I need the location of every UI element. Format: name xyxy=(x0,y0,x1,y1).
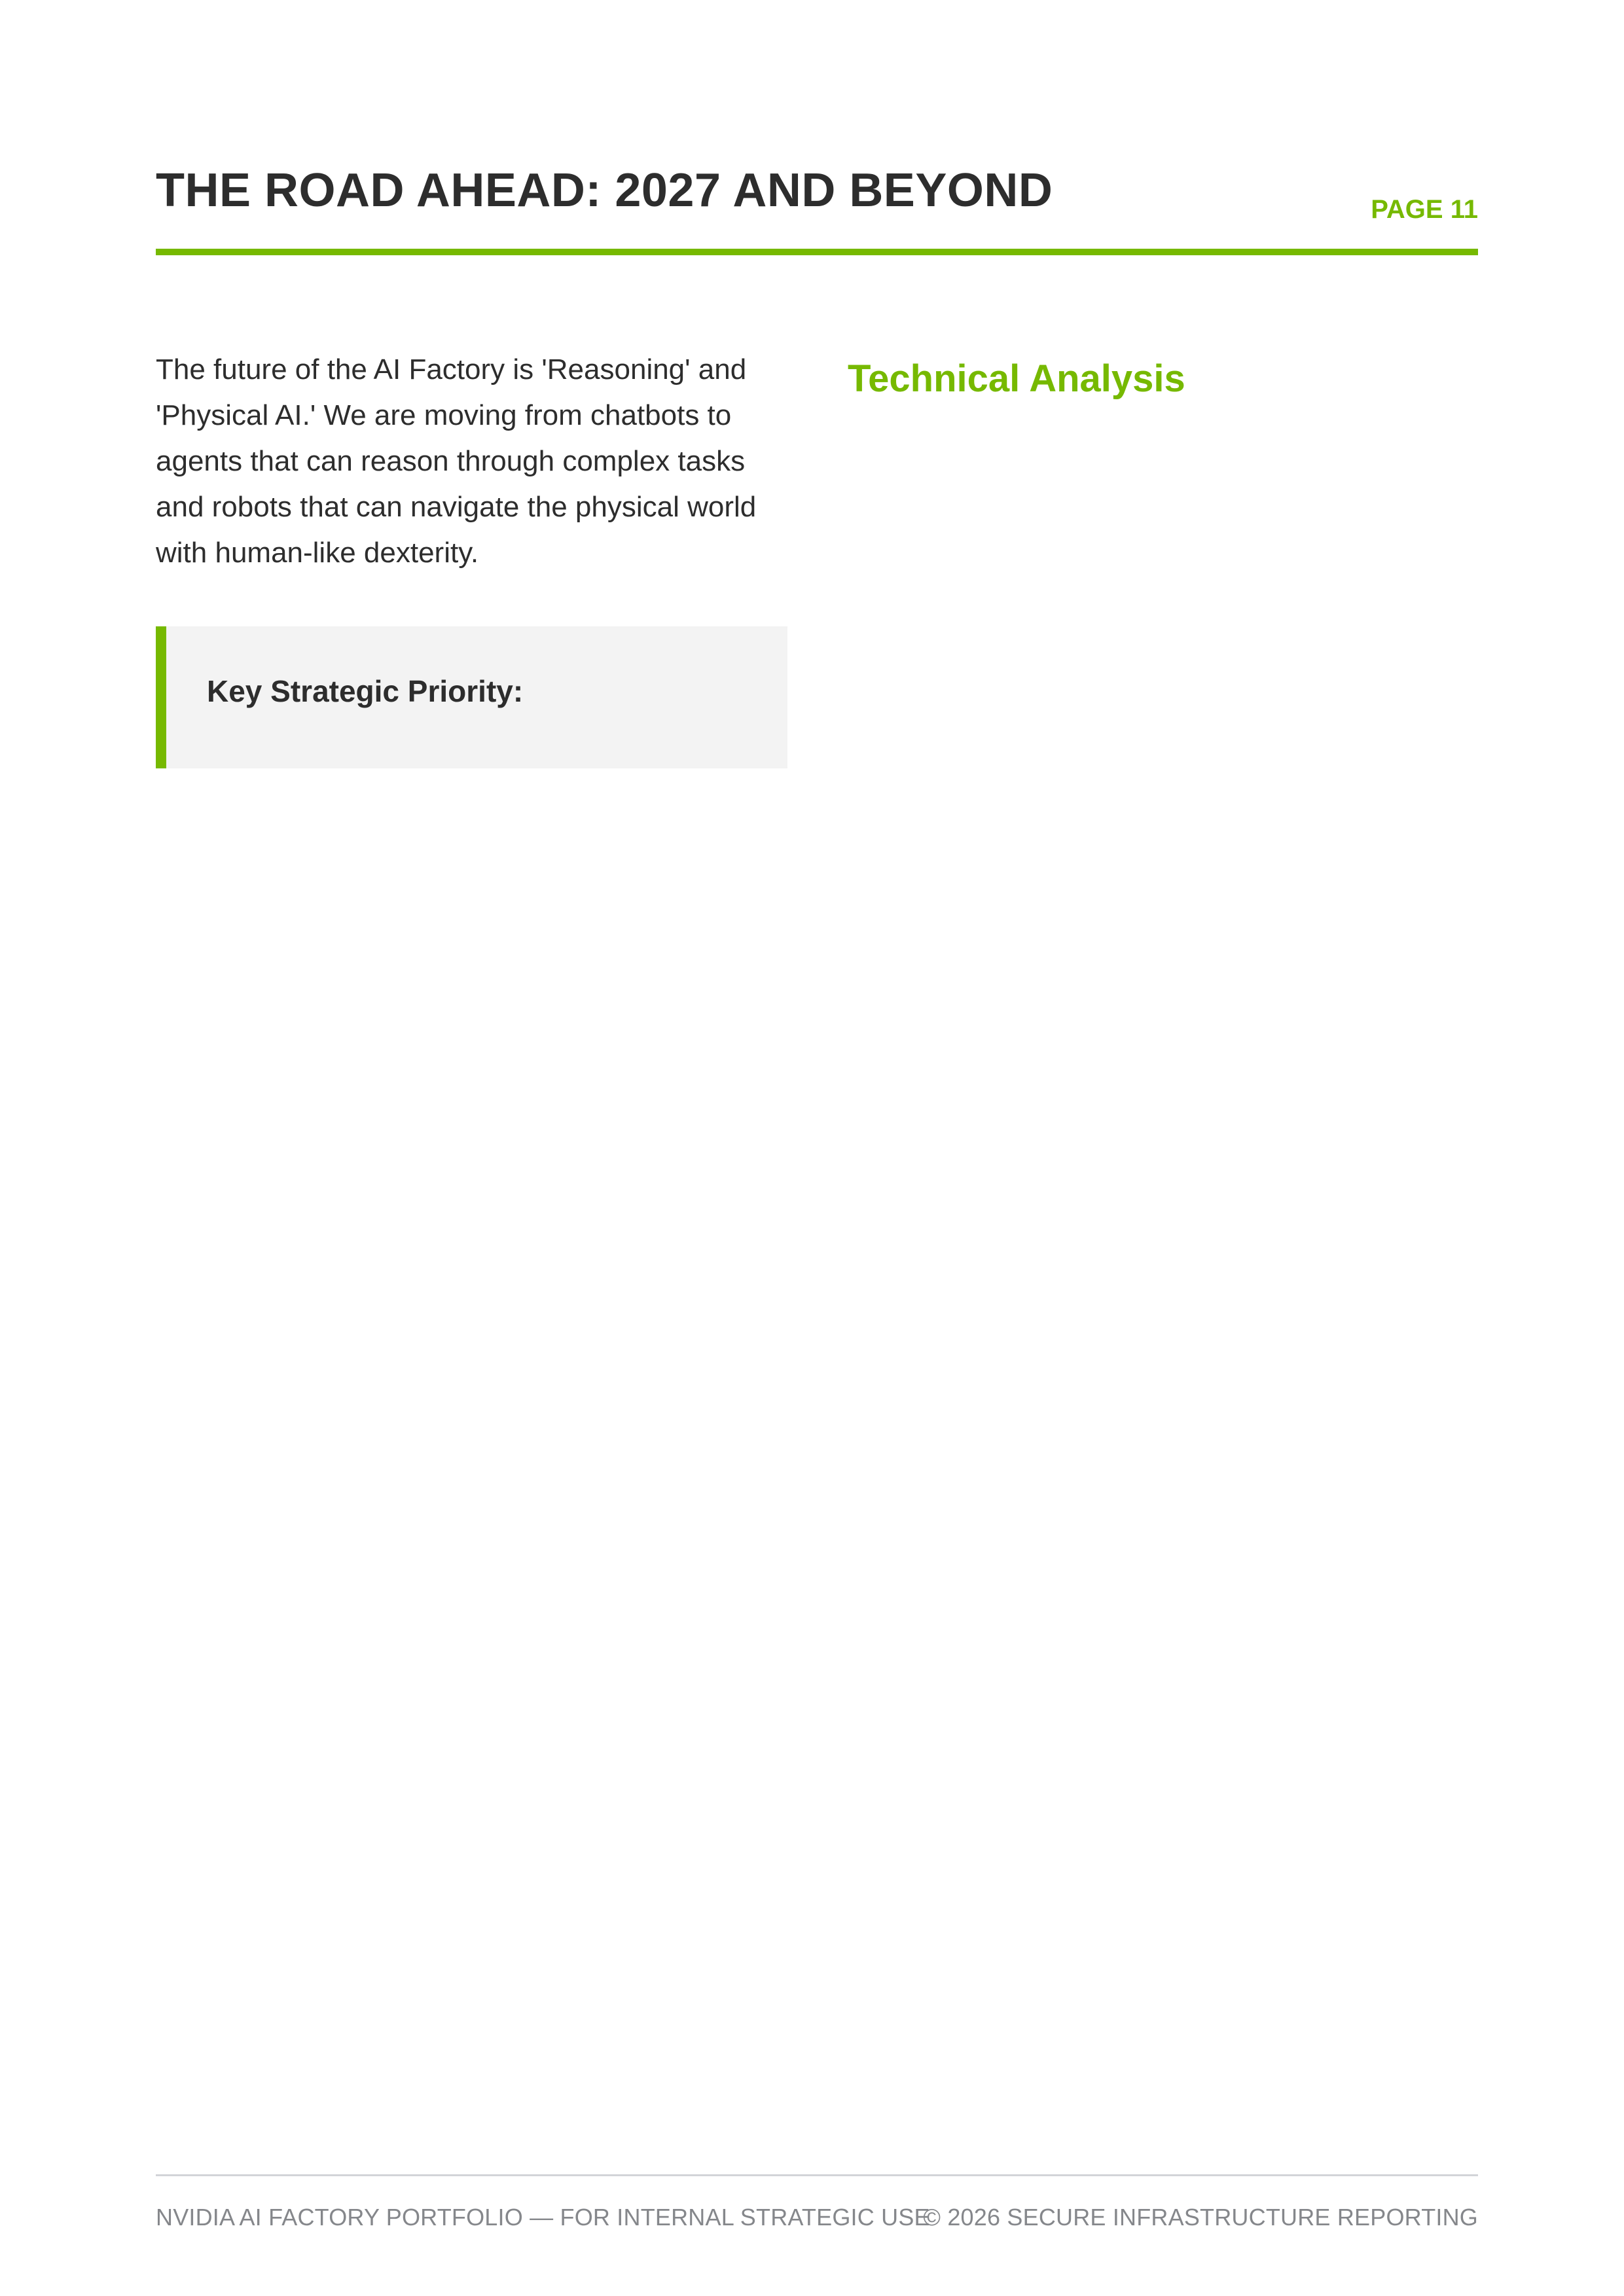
strategic-priority-callout xyxy=(156,626,787,768)
right-column xyxy=(848,357,1478,401)
callout-title: Key Strategic Priority: xyxy=(207,674,524,708)
page-title: THE ROAD AHEAD: 2027 AND BEYOND xyxy=(156,164,1053,217)
page-number: PAGE 11 xyxy=(1371,195,1478,224)
page-footer xyxy=(156,2174,1478,2235)
left-column xyxy=(156,347,787,708)
intro-paragraph: The future of the AI Factory is 'Reasoning' and 'Physical AI.' We are moving from chatbots to agents that can reason through complex tasks and robots that can navigate the physical world with human-like dexterity. xyxy=(156,353,757,569)
technical-analysis-heading: Technical Analysis xyxy=(848,357,1185,400)
footer-copyright-text: © 2026 SECURE INFRASTRUCTURE REPORTING xyxy=(923,2204,1478,2231)
footer-portfolio-text: NVIDIA AI FACTORY PORTFOLIO — FOR INTERNAL STRATEGIC USE xyxy=(156,2204,930,2231)
page-header xyxy=(156,157,1478,255)
